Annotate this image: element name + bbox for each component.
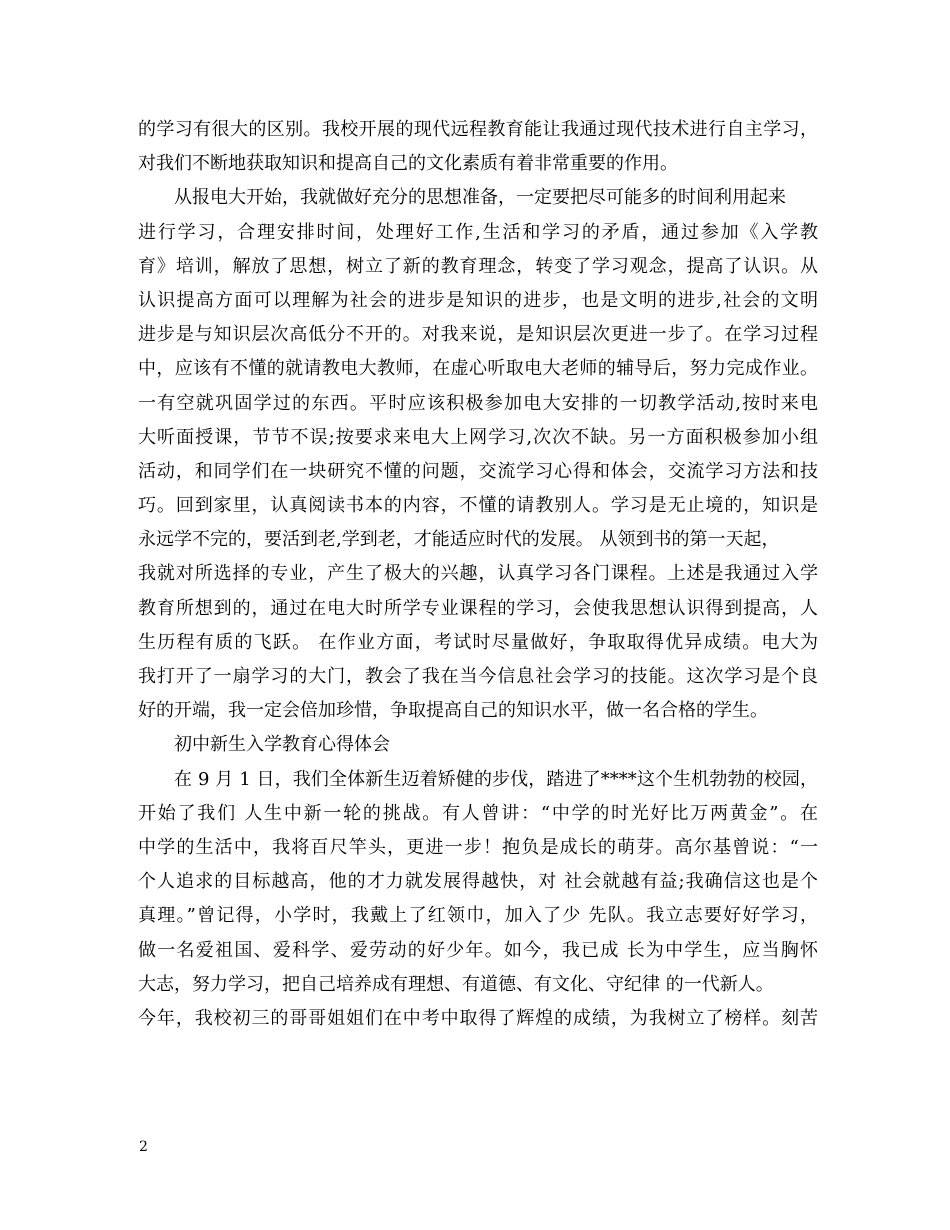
text-line: 真理。”曾记得，小学时，我戴上了红领巾，加入了少 先队。我立志要好好学习， (138, 905, 818, 927)
paragraph-start-line: 初中新生入学教育心得体会 (174, 734, 390, 756)
text-line: 对我们不断地获取知识和提高自己的文化素质有着非常重要的作用。 (138, 153, 678, 175)
text-line: 育》培训，解放了思想，树立了新的教育理念，转变了学习观念，提高了认识。从 (138, 255, 818, 277)
text-line: 中学的生活中，我将百尺竿头，更进一步！抱负是成长的萌芽。高尔基曾说：“一 (138, 836, 818, 858)
text-line: 今年，我校初三的哥哥姐姐们在中考中取得了辉煌的成绩，为我树立了榜样。刻苦 (138, 1007, 818, 1029)
text-line: 教育所想到的，通过在电大时所学专业课程的学习，会使我思想认识得到提高，人 (138, 597, 818, 619)
paragraph-start-line: 从报电大开始，我就做好充分的思想准备，一定要把尽可能多的时间利用起来 (174, 187, 786, 209)
text-line: 我就对所选择的专业，产生了极大的兴趣，认真学习各门课程。上述是我通过入学 (138, 563, 818, 585)
text-line: 生历程有质的飞跃。 在作业方面，考试时尽量做好，争取取得优异成绩。电大为 (138, 631, 818, 653)
text-line: 大听面授课，节节不误;按要求来电大上网学习,次次不缺。另一方面积极参加小组 (138, 426, 818, 448)
text-line: 活动，和同学们在一块研究不懂的问题，交流学习心得和体会，交流学习方法和技 (138, 460, 818, 482)
text-line: 永远学不完的，要活到老,学到老，才能适应时代的发展。 从领到书的第一天起， (138, 529, 780, 551)
body-text (138, 113, 818, 1036)
text-line: 做一名爱祖国、爱科学、爱劳动的好少年。如今，我已成 长为中学生，应当胸怀 (138, 939, 818, 961)
text-line: 一有空就巩固学过的东西。平时应该积极参加电大安排的一切教学活动,按时来电 (138, 392, 818, 414)
text-line: 进行学习，合理安排时间，处理好工作,生活和学习的矛盾，通过参加《入学教 (138, 221, 818, 243)
text-line: 进步是与知识层次高低分不开的。对我来说，是知识层次更进一步了。在学习过程 (138, 324, 818, 346)
text-line: 我打开了一扇学习的大门，教会了我在当今信息社会学习的技能。这次学习是个良 (138, 666, 818, 687)
page-number: 2 (139, 1139, 148, 1155)
text-line: 个人追求的目标越高，他的才力就发展得越快，对 社会就越有益;我确信这也是个 (138, 871, 818, 893)
text-line: 的学习有很大的区别。我校开展的现代远程教育能让我通过现代技术进行自主学习， (138, 119, 818, 140)
text-line: 大志，努力学习，把自己培养成有理想、有道德、有文化、守纪律 的一代新人。 (138, 973, 774, 995)
text-line: 中，应该有不懂的就请教电大教师，在虚心听取电大老师的辅导后，努力完成作业。 (138, 358, 818, 380)
text-line: 巧。回到家里，认真阅读书本的内容，不懂的请教别人。学习是无止境的，知识是 (138, 495, 818, 517)
text-line: 认识提高方面可以理解为社会的进步是知识的进步，也是文明的进步,社会的文明 (138, 289, 818, 311)
text-line: 好的开端，我一定会倍加珍惜，争取提高自己的知识水平，做一名合格的学生。 (138, 700, 768, 722)
paragraph-start-line: 在 9 月 1 日，我们全体新生迈着矫健的步伐，踏进了****这个生机勃勃的校园， (174, 768, 818, 790)
text-line: 开始了我们 人生中新一轮的挑战。有人曾讲：“中学的时光好比万两黄金”。在 (138, 802, 818, 824)
